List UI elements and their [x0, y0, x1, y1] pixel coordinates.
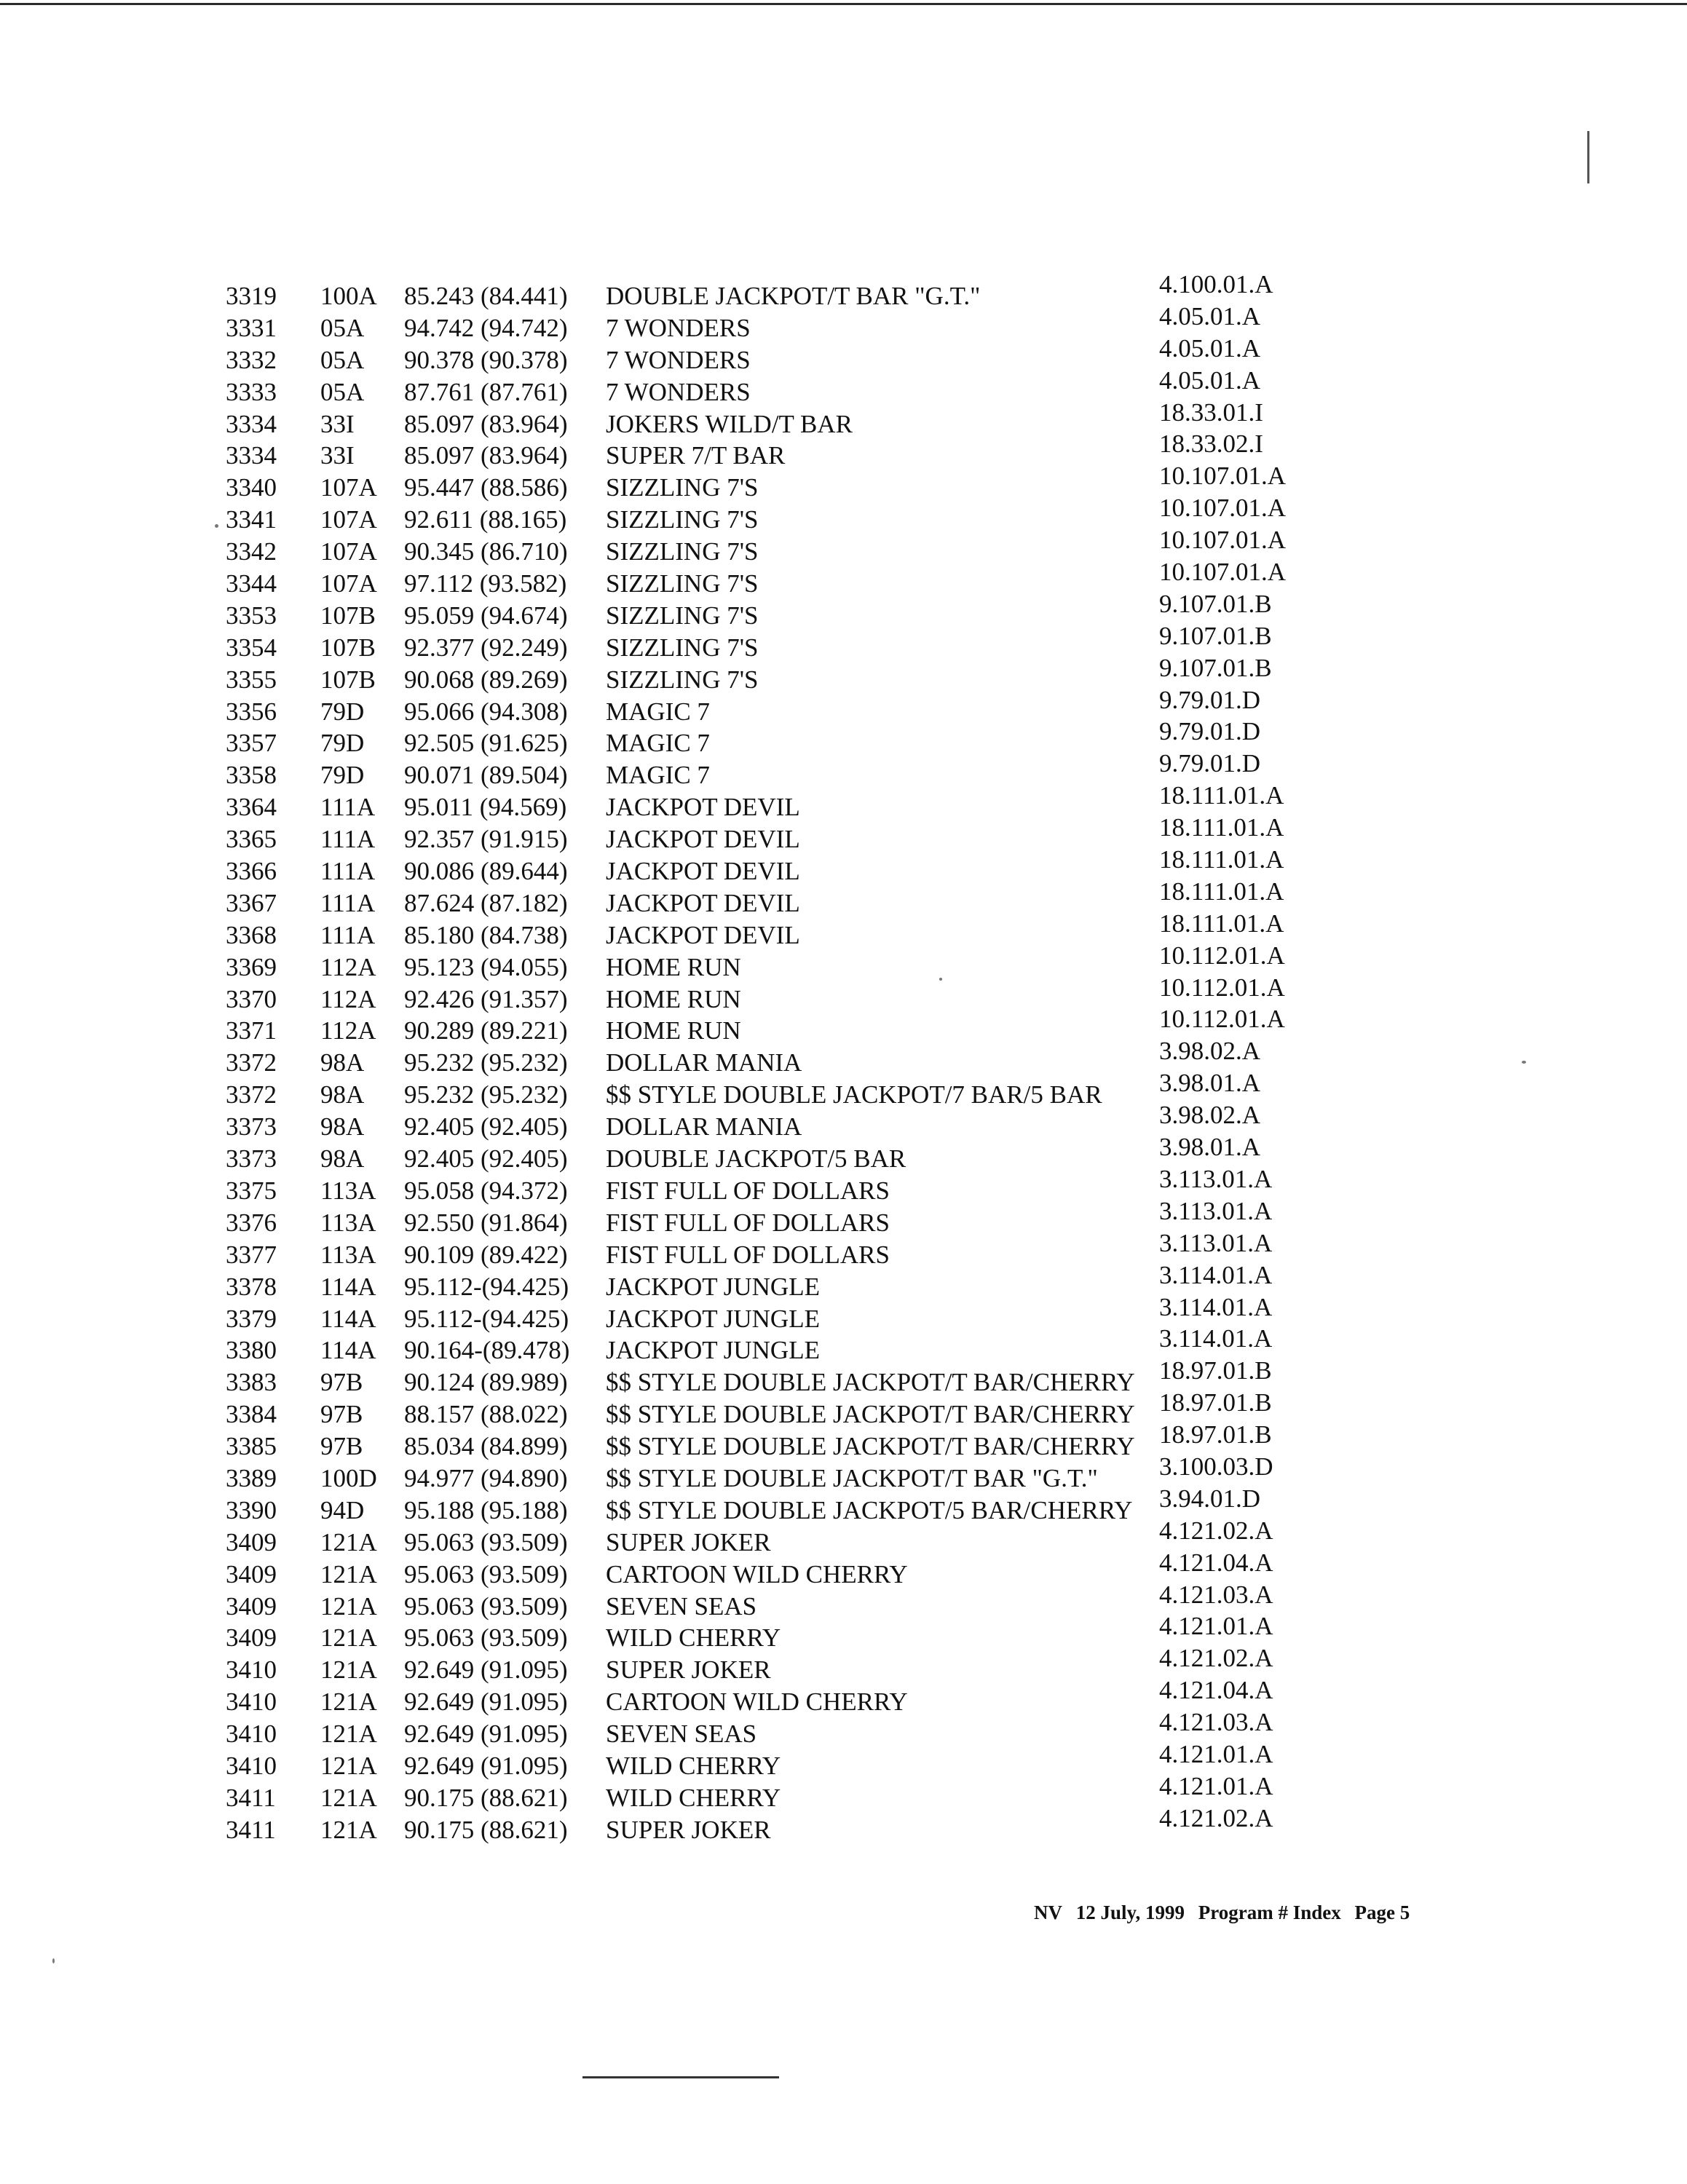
program-number: 3411 [226, 1783, 276, 1812]
par-sheet-reference: 9.107.01.B [1159, 621, 1272, 650]
payback-percentage: 92.649 (91.095) [404, 1751, 568, 1780]
program-number: 3344 [226, 569, 277, 598]
par-sheet-reference: 10.112.01.A [1159, 941, 1285, 970]
par-sheet-reference: 3.100.03.D [1159, 1452, 1273, 1481]
game-code: 112A [320, 952, 376, 981]
program-number: 3331 [226, 313, 277, 342]
program-number: 3358 [226, 761, 277, 790]
game-title: SIZZLING 7'S [606, 537, 759, 566]
payback-percentage: 95.188 (95.188) [404, 1495, 568, 1524]
payback-percentage: 95.063 (93.509) [404, 1527, 568, 1556]
payback-percentage: 90.068 (89.269) [404, 665, 568, 694]
program-number: 3355 [226, 665, 277, 694]
game-code: 107B [320, 665, 376, 694]
par-sheet-reference: 18.33.02.I [1159, 430, 1263, 459]
par-sheet-reference: 4.121.02.A [1159, 1644, 1273, 1673]
par-sheet-reference: 9.107.01.B [1159, 653, 1272, 682]
game-title: SIZZLING 7'S [606, 665, 759, 694]
payback-percentage: 94.742 (94.742) [404, 313, 568, 342]
par-sheet-reference: 3.114.01.A [1159, 1292, 1273, 1321]
par-sheet-reference: 18.111.01.A [1159, 781, 1284, 810]
payback-percentage: 95.447 (88.586) [404, 473, 568, 502]
game-code: 33I [320, 441, 355, 470]
game-code: 97B [320, 1400, 363, 1429]
game-title: SIZZLING 7'S [606, 569, 759, 598]
par-sheet-reference: 9.79.01.D [1159, 749, 1261, 778]
game-title: SUPER JOKER [606, 1815, 771, 1844]
payback-percentage: 90.378 (90.378) [404, 345, 568, 374]
program-number: 3354 [226, 633, 277, 662]
game-title: WILD CHERRY [606, 1751, 781, 1780]
game-title: SIZZLING 7'S [606, 505, 759, 534]
program-number: 3372 [226, 1048, 277, 1077]
game-code: 107A [320, 505, 377, 534]
program-number: 3379 [226, 1304, 277, 1333]
payback-percentage: 95.059 (94.674) [404, 601, 568, 630]
game-code: 111A [320, 825, 376, 854]
game-title: FIST FULL OF DOLLARS [606, 1176, 890, 1205]
game-title: $$ STYLE DOUBLE JACKPOT/T BAR/CHERRY [606, 1400, 1135, 1429]
par-sheet-reference: 18.97.01.B [1159, 1388, 1272, 1417]
program-number: 3366 [226, 857, 277, 886]
game-title: FIST FULL OF DOLLARS [606, 1208, 890, 1237]
game-code: 97B [320, 1432, 363, 1461]
par-sheet-reference: 18.111.01.A [1159, 813, 1284, 842]
game-title: SIZZLING 7'S [606, 633, 759, 662]
game-code: 107A [320, 473, 377, 502]
payback-percentage: 90.071 (89.504) [404, 761, 568, 790]
page-footer [1034, 1902, 1418, 1924]
top-edge-rule [0, 3, 1687, 5]
scan-speck [215, 524, 218, 528]
par-sheet-reference: 3.113.01.A [1159, 1196, 1273, 1225]
game-code: 107B [320, 633, 376, 662]
game-code: 97B [320, 1368, 363, 1397]
game-code: 107A [320, 569, 377, 598]
program-number: 3340 [226, 473, 277, 502]
game-title: SEVEN SEAS [606, 1591, 757, 1621]
program-number: 3375 [226, 1176, 277, 1205]
game-code: 113A [320, 1208, 376, 1237]
par-sheet-reference: 4.05.01.A [1159, 301, 1261, 331]
game-code: 114A [320, 1272, 376, 1301]
par-sheet-reference: 18.97.01.B [1159, 1420, 1272, 1449]
game-code: 98A [320, 1144, 365, 1174]
payback-percentage: 85.180 (84.738) [404, 920, 568, 949]
par-sheet-reference: 4.121.03.A [1159, 1708, 1273, 1737]
par-sheet-reference: 4.121.04.A [1159, 1548, 1273, 1577]
game-code: 121A [320, 1655, 377, 1685]
program-number: 3377 [226, 1240, 277, 1269]
game-code: 98A [320, 1048, 365, 1077]
game-title: 7 WONDERS [606, 313, 751, 342]
program-number: 3411 [226, 1815, 276, 1844]
game-code: 33I [320, 409, 355, 438]
payback-percentage: 95.112-(94.425) [404, 1304, 569, 1333]
game-title: $$ STYLE DOUBLE JACKPOT/5 BAR/CHERRY [606, 1495, 1133, 1524]
payback-percentage: 95.063 (93.509) [404, 1623, 568, 1653]
program-number: 3356 [226, 697, 277, 726]
game-code: 98A [320, 1080, 365, 1109]
program-number: 3373 [226, 1112, 277, 1142]
table-row [226, 1803, 1522, 1846]
game-code: 05A [320, 345, 365, 374]
par-sheet-reference: 3.113.01.A [1159, 1164, 1273, 1193]
program-number: 3341 [226, 505, 277, 534]
par-sheet-reference: 10.107.01.A [1159, 462, 1287, 491]
margin-mark [1587, 131, 1589, 183]
game-title: FIST FULL OF DOLLARS [606, 1240, 890, 1269]
game-code: 111A [320, 793, 376, 822]
par-sheet-reference: 4.121.04.A [1159, 1676, 1273, 1705]
game-code: 121A [320, 1623, 377, 1653]
payback-percentage: 92.426 (91.357) [404, 984, 568, 1013]
game-code: 05A [320, 377, 365, 406]
payback-percentage: 95.063 (93.509) [404, 1559, 568, 1588]
par-sheet-reference: 4.05.01.A [1159, 365, 1261, 395]
par-sheet-reference: 18.33.01.I [1159, 397, 1263, 427]
payback-percentage: 95.232 (95.232) [404, 1080, 568, 1109]
payback-percentage: 95.232 (95.232) [404, 1048, 568, 1077]
game-code: 79D [320, 697, 365, 726]
game-title: JOKERS WILD/T BAR [606, 409, 853, 438]
game-code: 112A [320, 984, 376, 1013]
program-number: 3371 [226, 1016, 277, 1045]
program-number: 3409 [226, 1527, 277, 1556]
game-title: JACKPOT JUNGLE [606, 1304, 820, 1333]
game-title: JACKPOT JUNGLE [606, 1272, 820, 1301]
game-code: 121A [320, 1815, 377, 1844]
game-code: 98A [320, 1112, 365, 1142]
game-title: SEVEN SEAS [606, 1720, 757, 1749]
game-title: 7 WONDERS [606, 345, 751, 374]
par-sheet-reference: 3.94.01.D [1159, 1484, 1261, 1513]
game-code: 100A [320, 282, 377, 310]
game-title: MAGIC 7 [606, 697, 710, 726]
payback-percentage: 87.624 (87.182) [404, 888, 568, 917]
game-title: JACKPOT DEVIL [606, 857, 800, 886]
par-sheet-reference: 3.113.01.A [1159, 1228, 1273, 1257]
par-sheet-reference: 9.79.01.D [1159, 685, 1261, 714]
bottom-rule [582, 2076, 779, 2078]
program-number: 3409 [226, 1559, 277, 1588]
game-title: SUPER 7/T BAR [606, 441, 786, 470]
game-title: $$ STYLE DOUBLE JACKPOT/T BAR "G.T." [606, 1463, 1098, 1492]
par-sheet-reference: 4.121.03.A [1159, 1580, 1273, 1609]
game-code: 107B [320, 601, 376, 630]
game-code: 111A [320, 857, 376, 886]
game-code: 121A [320, 1751, 377, 1780]
program-number: 3334 [226, 441, 277, 470]
par-sheet-reference: 10.107.01.A [1159, 494, 1287, 523]
program-number: 3370 [226, 984, 277, 1013]
par-sheet-reference: 4.121.01.A [1159, 1612, 1273, 1641]
game-title: MAGIC 7 [606, 729, 710, 758]
game-code: 05A [320, 313, 365, 342]
program-number: 3409 [226, 1623, 277, 1653]
game-code: 121A [320, 1527, 377, 1556]
payback-percentage: 95.011 (94.569) [404, 793, 567, 822]
payback-percentage: 95.063 (93.509) [404, 1591, 568, 1621]
program-number: 3319 [226, 282, 277, 310]
par-sheet-reference: 18.97.01.B [1159, 1356, 1272, 1385]
par-sheet-reference: 3.98.01.A [1159, 1069, 1261, 1098]
game-title: CARTOON WILD CHERRY [606, 1559, 908, 1588]
program-index-table [226, 270, 1522, 1846]
program-number: 3385 [226, 1432, 277, 1461]
game-title: HOME RUN [606, 984, 741, 1013]
game-title: SUPER JOKER [606, 1655, 771, 1685]
game-code: 121A [320, 1591, 377, 1621]
par-sheet-reference: 3.98.02.A [1159, 1037, 1261, 1066]
game-code: 113A [320, 1176, 376, 1205]
payback-percentage: 92.357 (91.915) [404, 825, 568, 854]
program-number: 3369 [226, 952, 277, 981]
program-number: 3367 [226, 888, 277, 917]
par-sheet-reference: 9.107.01.B [1159, 589, 1272, 618]
game-code: 121A [320, 1783, 377, 1812]
par-sheet-reference: 10.107.01.A [1159, 558, 1287, 587]
program-number: 3383 [226, 1368, 277, 1397]
footer-state: NV [1034, 1902, 1062, 1923]
game-title: CARTOON WILD CHERRY [606, 1688, 908, 1717]
program-number: 3365 [226, 825, 277, 854]
program-number: 3380 [226, 1336, 277, 1365]
game-code: 112A [320, 1016, 376, 1045]
program-number: 3410 [226, 1655, 277, 1685]
game-code: 113A [320, 1240, 376, 1269]
payback-percentage: 92.649 (91.095) [404, 1688, 568, 1717]
game-code: 100D [320, 1463, 377, 1492]
game-title: $$ STYLE DOUBLE JACKPOT/7 BAR/5 BAR [606, 1080, 1102, 1109]
payback-percentage: 92.505 (91.625) [404, 729, 568, 758]
footer-date: 12 July, 1999 [1075, 1902, 1185, 1923]
payback-percentage: 95.066 (94.308) [404, 697, 568, 726]
payback-percentage: 90.164-(89.478) [404, 1336, 570, 1365]
game-code: 94D [320, 1495, 365, 1524]
payback-percentage: 90.175 (88.621) [404, 1783, 568, 1812]
program-number: 3332 [226, 345, 277, 374]
program-number: 3353 [226, 601, 277, 630]
program-number: 3357 [226, 729, 277, 758]
program-number: 3334 [226, 409, 277, 438]
par-sheet-reference: 3.98.02.A [1159, 1101, 1261, 1130]
payback-percentage: 92.649 (91.095) [404, 1720, 568, 1749]
payback-percentage: 87.761 (87.761) [404, 377, 568, 406]
par-sheet-reference: 18.111.01.A [1159, 909, 1284, 938]
program-number: 3390 [226, 1495, 277, 1524]
par-sheet-reference: 9.79.01.D [1159, 717, 1261, 746]
program-number: 3342 [226, 537, 277, 566]
payback-percentage: 90.086 (89.644) [404, 857, 568, 886]
game-title: DOLLAR MANIA [606, 1112, 802, 1142]
game-code: 114A [320, 1304, 376, 1333]
payback-percentage: 90.124 (89.989) [404, 1368, 568, 1397]
game-code: 107A [320, 537, 377, 566]
program-number: 3333 [226, 377, 277, 406]
par-sheet-reference: 4.05.01.A [1159, 333, 1261, 363]
payback-percentage: 97.112 (93.582) [404, 569, 567, 598]
program-number: 3372 [226, 1080, 277, 1109]
program-number: 3409 [226, 1591, 277, 1621]
game-code: 79D [320, 729, 365, 758]
game-title: JACKPOT DEVIL [606, 920, 800, 949]
game-title: $$ STYLE DOUBLE JACKPOT/T BAR/CHERRY [606, 1368, 1135, 1397]
par-sheet-reference: 18.111.01.A [1159, 877, 1284, 906]
payback-percentage: 92.550 (91.864) [404, 1208, 568, 1237]
game-title: WILD CHERRY [606, 1783, 781, 1812]
payback-percentage: 85.097 (83.964) [404, 441, 568, 470]
payback-percentage: 85.097 (83.964) [404, 409, 568, 438]
par-sheet-reference: 4.121.02.A [1159, 1803, 1273, 1832]
payback-percentage: 94.977 (94.890) [404, 1463, 568, 1492]
game-code: 114A [320, 1336, 376, 1365]
par-sheet-reference: 10.112.01.A [1159, 1005, 1285, 1034]
game-code: 111A [320, 888, 376, 917]
program-number: 3373 [226, 1144, 277, 1174]
par-sheet-reference: 4.121.01.A [1159, 1739, 1273, 1768]
payback-percentage: 90.289 (89.221) [404, 1016, 568, 1045]
payback-percentage: 90.345 (86.710) [404, 537, 568, 566]
game-title: DOUBLE JACKPOT/T BAR "G.T." [606, 282, 981, 310]
par-sheet-reference: 18.111.01.A [1159, 845, 1284, 874]
game-title: HOME RUN [606, 1016, 741, 1045]
game-code: 111A [320, 920, 376, 949]
payback-percentage: 88.157 (88.022) [404, 1400, 568, 1429]
program-number: 3364 [226, 793, 277, 822]
par-sheet-reference: 4.121.02.A [1159, 1516, 1273, 1545]
game-code: 121A [320, 1720, 377, 1749]
payback-percentage: 85.034 (84.899) [404, 1432, 568, 1461]
payback-percentage: 95.058 (94.372) [404, 1176, 568, 1205]
program-number: 3376 [226, 1208, 277, 1237]
game-code: 121A [320, 1688, 377, 1717]
game-title: MAGIC 7 [606, 761, 710, 790]
par-sheet-reference: 10.107.01.A [1159, 526, 1287, 555]
program-number: 3410 [226, 1751, 277, 1780]
payback-percentage: 92.649 (91.095) [404, 1655, 568, 1685]
payback-percentage: 90.109 (89.422) [404, 1240, 568, 1269]
game-title: SIZZLING 7'S [606, 601, 759, 630]
program-number: 3410 [226, 1720, 277, 1749]
par-sheet-reference: 3.114.01.A [1159, 1260, 1273, 1289]
payback-percentage: 92.405 (92.405) [404, 1112, 568, 1142]
payback-percentage: 92.405 (92.405) [404, 1144, 568, 1174]
payback-percentage: 92.377 (92.249) [404, 633, 568, 662]
par-sheet-reference: 4.121.01.A [1159, 1771, 1273, 1800]
payback-percentage: 90.175 (88.621) [404, 1815, 568, 1844]
game-title: HOME RUN [606, 952, 741, 981]
game-title: DOLLAR MANIA [606, 1048, 802, 1077]
program-number: 3378 [226, 1272, 277, 1301]
payback-percentage: 85.243 (84.441) [404, 282, 568, 310]
scan-speck [939, 978, 942, 981]
game-title: SIZZLING 7'S [606, 473, 759, 502]
game-title: JACKPOT DEVIL [606, 825, 800, 854]
scan-speck [52, 1958, 55, 1963]
footer-label: Program # Index [1198, 1902, 1341, 1923]
payback-percentage: 95.123 (94.055) [404, 952, 568, 981]
game-title: JACKPOT JUNGLE [606, 1336, 820, 1365]
par-sheet-reference: 3.114.01.A [1159, 1324, 1273, 1353]
game-title: 7 WONDERS [606, 377, 751, 406]
game-title: $$ STYLE DOUBLE JACKPOT/T BAR/CHERRY [606, 1432, 1135, 1461]
par-sheet-reference: 10.112.01.A [1159, 973, 1285, 1002]
game-code: 79D [320, 761, 365, 790]
par-sheet-reference: 4.100.01.A [1159, 270, 1273, 298]
game-code: 121A [320, 1559, 377, 1588]
game-title: WILD CHERRY [606, 1623, 781, 1653]
program-number: 3389 [226, 1463, 277, 1492]
footer-page-number: Page 5 [1354, 1902, 1410, 1923]
program-number: 3368 [226, 920, 277, 949]
program-number: 3410 [226, 1688, 277, 1717]
program-number: 3384 [226, 1400, 277, 1429]
payback-percentage: 92.611 (88.165) [404, 505, 567, 534]
game-title: JACKPOT DEVIL [606, 888, 800, 917]
payback-percentage: 95.112-(94.425) [404, 1272, 569, 1301]
game-title: DOUBLE JACKPOT/5 BAR [606, 1144, 906, 1174]
par-sheet-reference: 3.98.01.A [1159, 1133, 1261, 1162]
game-title: JACKPOT DEVIL [606, 793, 800, 822]
scan-speck [1522, 1061, 1526, 1064]
game-title: SUPER JOKER [606, 1527, 771, 1556]
